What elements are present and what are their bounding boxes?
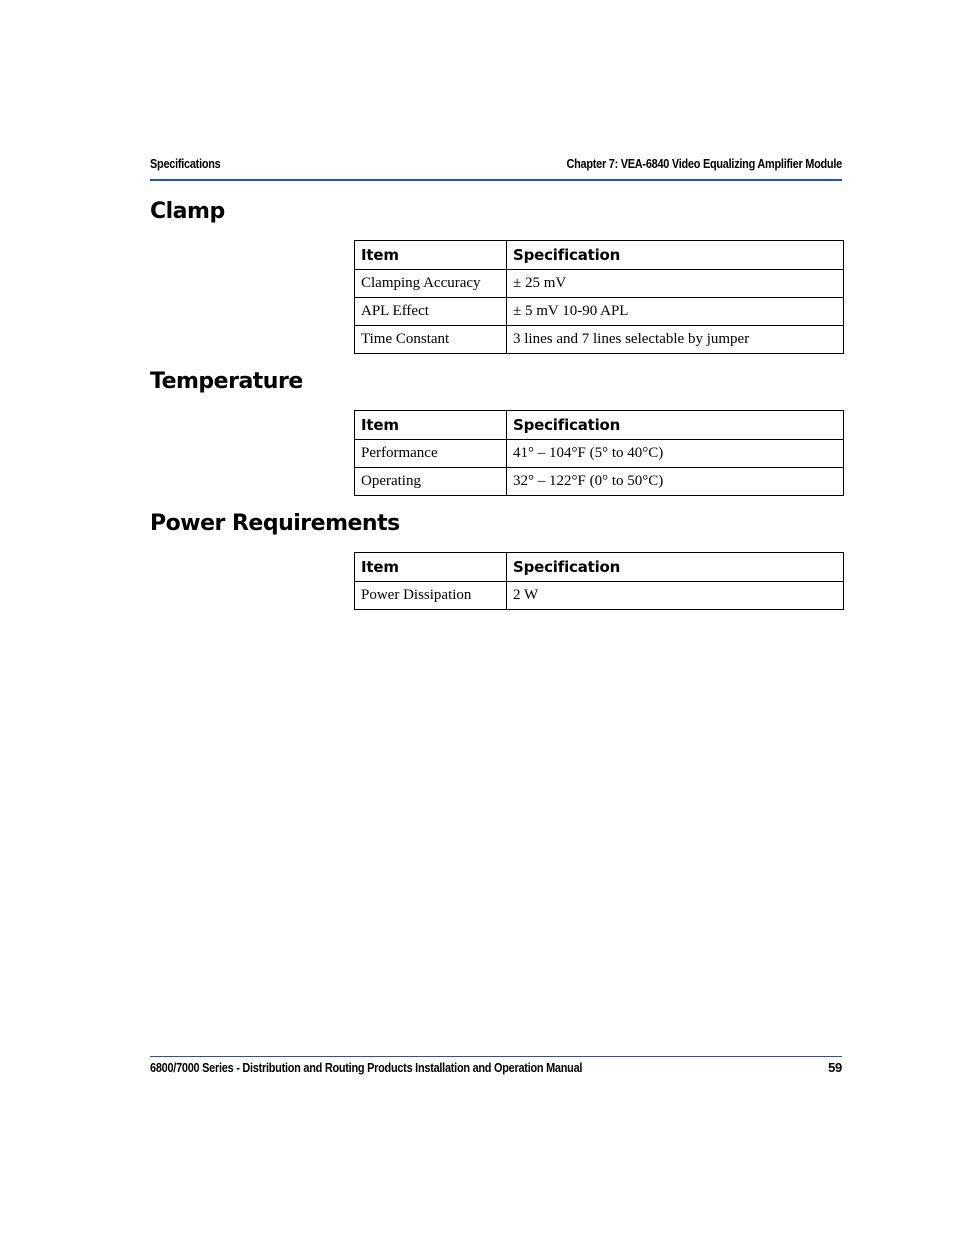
section-title-clamp: Clamp xyxy=(150,199,225,224)
specification-cell: ± 5 mV 10-90 APL xyxy=(507,298,844,326)
item-cell: Operating xyxy=(355,468,507,496)
table-row xyxy=(355,468,844,496)
footer-rule xyxy=(150,1056,842,1057)
table-row xyxy=(355,440,844,468)
header-chapter-title: Chapter 7: VEA-6840 Video Equalizing Amplifier Module xyxy=(566,156,842,171)
table-row xyxy=(355,298,844,326)
item-cell: Time Constant xyxy=(355,326,507,354)
header-section-name: Specifications xyxy=(150,156,221,171)
specification-cell: ± 25 mV xyxy=(507,270,844,298)
table-row xyxy=(355,326,844,354)
section-title-power-requirements: Power Requirements xyxy=(150,511,400,536)
table-row xyxy=(355,270,844,298)
temperature-spec-table xyxy=(354,410,844,496)
specification-cell: 32° – 122°F (0° to 50°C) xyxy=(507,468,844,496)
running-header xyxy=(150,155,842,175)
table-header-row xyxy=(355,241,844,270)
item-cell: Power Dissipation xyxy=(355,582,507,610)
power-requirements-spec-table xyxy=(354,552,844,610)
item-cell: APL Effect xyxy=(355,298,507,326)
header-rule xyxy=(150,179,842,181)
column-header-item: Item xyxy=(355,553,507,582)
table-header-row xyxy=(355,411,844,440)
specification-cell: 3 lines and 7 lines selectable by jumper xyxy=(507,326,844,354)
column-header-specification: Specification xyxy=(507,241,844,270)
column-header-specification: Specification xyxy=(507,411,844,440)
running-footer xyxy=(150,1060,842,1080)
specification-cell: 41° – 104°F (5° to 40°C) xyxy=(507,440,844,468)
page-number: 59 xyxy=(828,1060,842,1075)
specification-cell: 2 W xyxy=(507,582,844,610)
column-header-specification: Specification xyxy=(507,553,844,582)
table-row xyxy=(355,582,844,610)
clamp-spec-table xyxy=(354,240,844,354)
section-title-temperature: Temperature xyxy=(150,369,303,394)
item-cell: Performance xyxy=(355,440,507,468)
column-header-item: Item xyxy=(355,241,507,270)
table-header-row xyxy=(355,553,844,582)
item-cell: Clamping Accuracy xyxy=(355,270,507,298)
footer-manual-title: 6800/7000 Series - Distribution and Routing Products Installation and Operation Manual xyxy=(150,1060,583,1075)
column-header-item: Item xyxy=(355,411,507,440)
